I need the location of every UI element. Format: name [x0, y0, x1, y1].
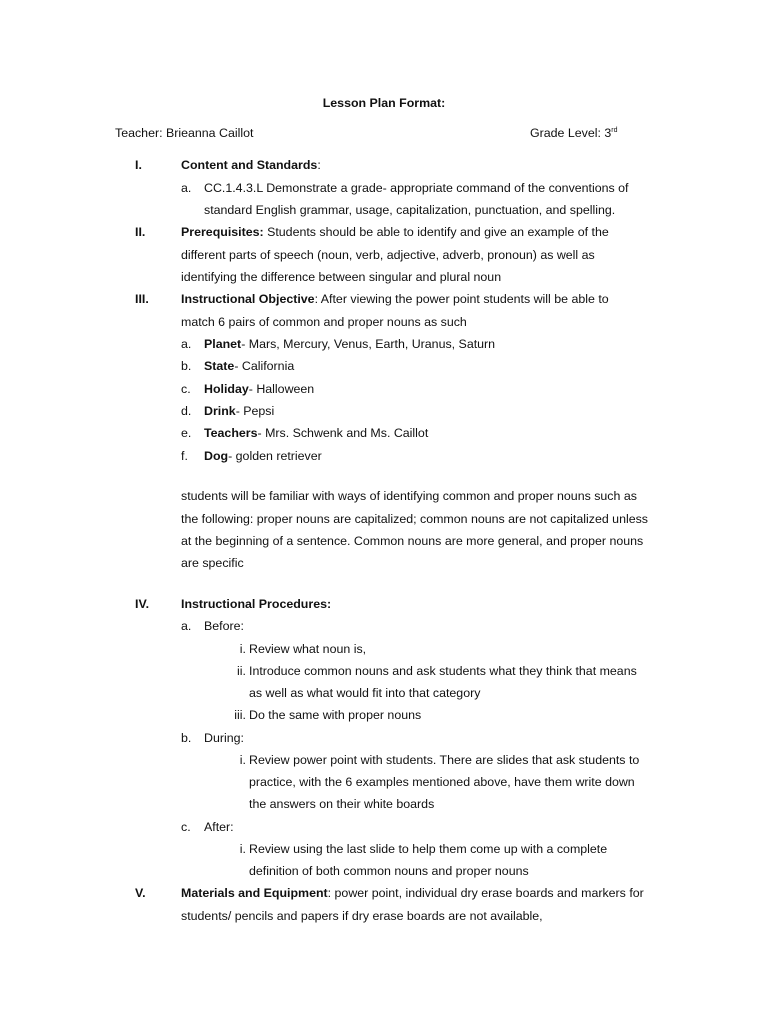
standard-line-1: CC.1.4.3.L Demonstrate a grade- appropriate command of the conventions of [204, 181, 629, 195]
list-label: a. [181, 181, 192, 195]
grade-level-label: Grade Level: 3 [530, 126, 612, 140]
materials-line-1 [181, 882, 644, 905]
prerequisites-text: Students should be able to identify and give an example of the [263, 225, 609, 239]
objective-paragraph-line-1: students will be familiar with ways of identifying common and proper nouns such as [181, 489, 637, 503]
noun-category: Teachers [204, 426, 258, 440]
document-title: Lesson Plan Format: [322, 96, 446, 110]
grade-level-suffix: rd [611, 127, 618, 134]
list-label: i. [239, 842, 246, 856]
list-label: a. [181, 337, 192, 351]
objective-paragraph-line-2: the following: proper nouns are capitalized; common nouns are not capitalized unless [181, 512, 648, 526]
list-label: ii. [237, 664, 246, 678]
section-heading-1 [181, 154, 321, 177]
list-label: a. [181, 619, 192, 633]
after-step-1-line-2: definition of both common nouns and proper nouns [249, 864, 529, 878]
prerequisites-line-2: different parts of speech (noun, verb, adjective, adverb, pronoun) as well as [181, 248, 595, 262]
before-step-1: Review what noun is, [249, 642, 367, 656]
before-step-3: Do the same with proper nouns [249, 708, 422, 722]
before-step-2-line-2: as well as what would fit into that category [249, 686, 481, 700]
list-item [204, 378, 314, 401]
noun-examples: - Mrs. Schwenk and Ms. Caillot [257, 426, 429, 440]
after-step-1-line-1: Review using the last slide to help them come up with a complete [249, 842, 608, 856]
list-item [204, 400, 274, 423]
noun-category: Drink [204, 404, 236, 418]
grade-level [530, 122, 618, 145]
list-label: c. [181, 382, 191, 396]
materials-heading: Materials and Equipment [181, 886, 328, 900]
during-step-1-line-2: practice, with the 6 examples mentioned above, have them write down [249, 775, 635, 789]
section-number-3: III. [135, 292, 149, 306]
list-label: iii. [234, 708, 246, 722]
section-number-1: I. [135, 158, 142, 172]
during-heading: During: [204, 731, 244, 745]
list-label: d. [181, 404, 192, 418]
noun-examples: - Halloween [248, 382, 315, 396]
prerequisites-line-1 [181, 221, 609, 244]
list-item [204, 422, 428, 445]
objective-text: : After viewing the power point students will be able to [314, 292, 609, 306]
objective-paragraph-line-4: are specific [181, 556, 244, 570]
content-standards-colon: : [317, 158, 321, 172]
noun-category: State [204, 359, 235, 373]
noun-examples: - Mars, Mercury, Venus, Earth, Uranus, Saturn [241, 337, 496, 351]
noun-category: Planet [204, 337, 242, 351]
noun-examples: - Pepsi [235, 404, 275, 418]
noun-examples: - golden retriever [228, 449, 322, 463]
prerequisites-heading: Prerequisites: [181, 225, 264, 239]
list-item [204, 445, 322, 468]
list-label: e. [181, 426, 192, 440]
section-number-2: II. [135, 225, 146, 239]
objective-line-2: match 6 pairs of common and proper nouns as such [181, 315, 467, 329]
list-label: f. [181, 449, 188, 463]
section-number-5: V. [135, 886, 146, 900]
list-label: b. [181, 731, 192, 745]
standard-line-2: standard English grammar, usage, capitalization, punctuation, and spelling. [204, 203, 616, 217]
materials-line-2: students/ pencils and papers if dry erase boards are not available, [181, 909, 543, 923]
noun-examples: - California [234, 359, 295, 373]
section-number-4: IV. [135, 597, 150, 611]
during-step-1-line-1: Review power point with students. There are slides that ask students to [249, 753, 640, 767]
after-heading: After: [204, 820, 234, 834]
list-item [204, 333, 495, 356]
before-step-2-line-1: Introduce common nouns and ask students what they think that means [249, 664, 637, 678]
objective-paragraph-line-3: at the beginning of a sentence. Common nouns are more general, and proper nouns [181, 534, 644, 548]
list-label: i. [239, 753, 246, 767]
during-step-1-line-3: the answers on their white boards [249, 797, 435, 811]
list-label: b. [181, 359, 192, 373]
objective-heading: Instructional Objective [181, 292, 315, 306]
before-heading: Before: [204, 619, 244, 633]
objective-line-1 [181, 288, 609, 311]
noun-category: Holiday [204, 382, 249, 396]
materials-text: : power point, individual dry erase boards and markers for [327, 886, 644, 900]
procedures-heading: Instructional Procedures: [181, 597, 332, 611]
list-item [204, 355, 294, 378]
prerequisites-line-3: identifying the difference between singular and plural noun [181, 270, 502, 284]
list-label: c. [181, 820, 191, 834]
list-label: i. [239, 642, 246, 656]
content-standards-heading: Content and Standards [181, 158, 318, 172]
noun-category: Dog [204, 449, 229, 463]
teacher-name: Teacher: Brieanna Caillot [115, 126, 254, 140]
